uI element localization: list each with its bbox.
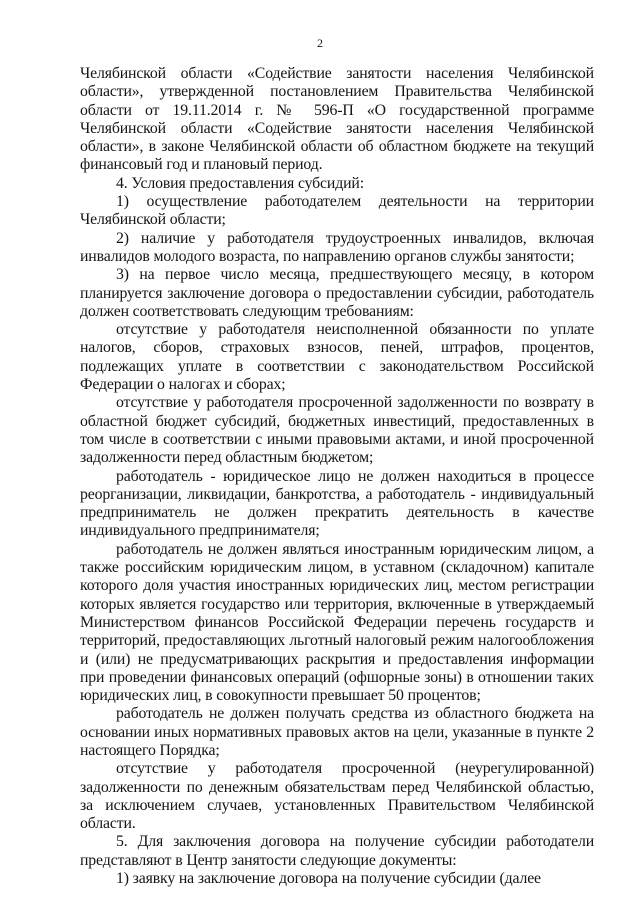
paragraph-document-1: 1) заявку на заключение договора на получение субсидии (далее bbox=[116, 870, 541, 888]
paragraph-section-5-heading: 5. Для заключения договора на получение субсидии работодатели представляют в Центр занятости следующие документы: bbox=[80, 833, 594, 869]
paragraph-condition-3: 3) на первое число месяца, предшествующего месяцу, в котором планируется заключение договора о предоставлении субсидии, работодатель должен соответствовать следующим требованиям: bbox=[80, 266, 594, 320]
paragraph-section-4-heading: 4. Условия предоставления субсидий: bbox=[116, 174, 364, 192]
paragraph-requirement-budget-debt: отсутствие у работодателя просроченной задолженности по возврату в областной бюджет субсидий, бюджетных инвестиций, предоставленных в том числе в соответствии с иными правовыми актами, и иной просроченной задолженности перед областным бюджетом; bbox=[80, 394, 594, 467]
paragraph-requirement-foreign-entity: работодатель не должен являться иностранным юридическим лицом, а также российским юридическим лицом, в уставном (складочном) капитале которого доля участия иностранных юридических лиц, местом регистрации которых является государство или территория, включенные в утверждаемый Министерством финансов Российской Федерации перечень государств и территорий, предоставляющих льготный налоговый режим налогообложения и (или) не предусматривающих раскрытия и предоставления информации при проведении финансовых операций (офшорные зоны) в отношении таких юридических лиц, в совокупности превышает 50 процентов; bbox=[80, 540, 594, 705]
paragraph-requirement-obligations: отсутствие у работодателя просроченной (неурегулированной) задолженности по денежным обязательствам перед Челябинской областью, за исключением случаев, установленных Правительством Челябинской области. bbox=[80, 760, 594, 833]
paragraph-condition-1: 1) осуществление работодателем деятельности на территории Челябинской области; bbox=[80, 193, 594, 229]
paragraph-requirement-other-funds: работодатель не должен получать средства из областного бюджета на основании иных нормативных правовых актов на цели, указанные в пункте 2 настоящего Порядка; bbox=[80, 705, 594, 759]
document-body bbox=[80, 65, 594, 888]
paragraph-requirement-reorganization: работодатель - юридическое лицо не должен находиться в процессе реорганизации, ликвидации, банкротства, а работодатель - индивидуальный предприниматель не должен прекратить деятельность в качестве индивидуального предпринимателя; bbox=[80, 467, 594, 540]
page-number: 2 bbox=[317, 36, 323, 50]
paragraph-requirement-taxes: отсутствие у работодателя неисполненной обязанности по уплате налогов, сборов, страховых взносов, пеней, штрафов, процентов, подлежащих уплате в соответствии с законодательством Российской Федерации о налогах и сборах; bbox=[80, 321, 594, 394]
paragraph-condition-2: 2) наличие у работодателя трудоустроенных инвалидов, включая инвалидов молодого возраста, по направлению органов службы занятости; bbox=[80, 229, 594, 265]
paragraph-continuation: Челябинской области «Содействие занятости населения Челябинской области», утвержденной постановлением Правительства Челябинской области от 19.11.2014 г. № 596-П «О государственной программе Челябинской области «Содействие занятости населения Челябинской области», в законе Челябинской области об областном бюджете на текущий финансовый год и плановый период. bbox=[80, 65, 594, 174]
